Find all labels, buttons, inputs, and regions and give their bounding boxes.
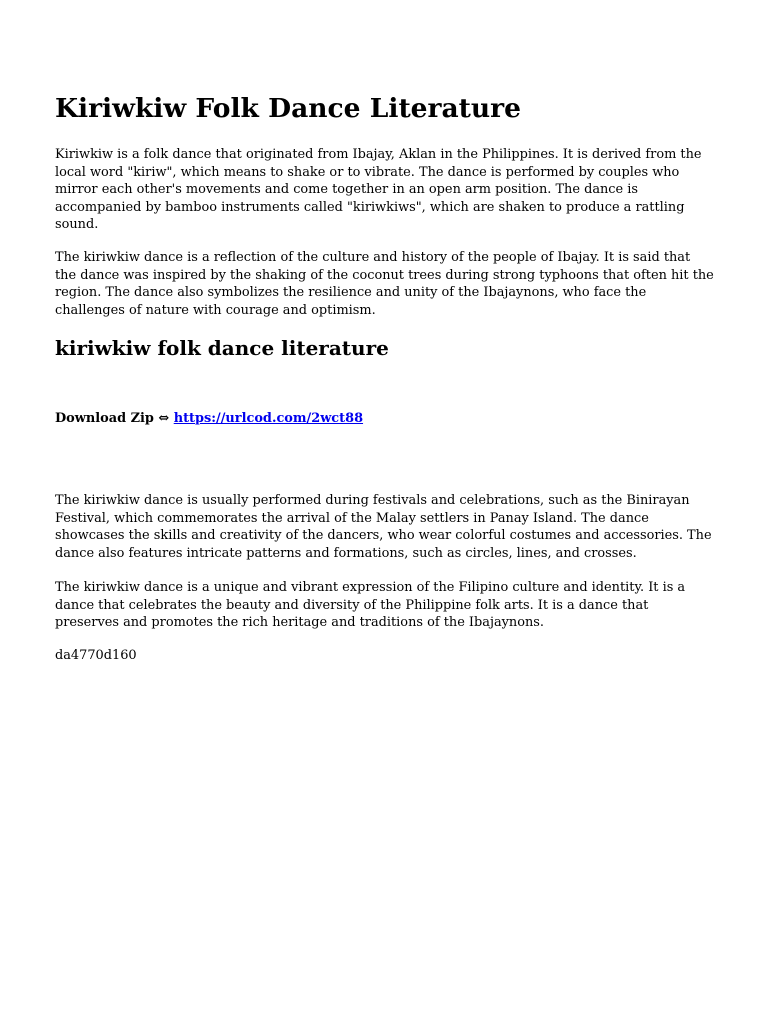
download-line xyxy=(55,410,363,428)
footer-code: da4770d160 xyxy=(55,648,137,663)
paragraph-text: The kiriwkiw dance is usually performed during festivals and celebrations, such as the Binirayan Festival, which commemorates the arrival of the Malay settlers in Panay Island. The dance showcases the skills and creativity of the dancers, who wear colorful costumes and accessories. The dance also features intricate patterns and formations, such as circles, lines, and crosses. xyxy=(55,493,712,561)
paragraph-culture xyxy=(55,579,715,632)
page-title: Kiriwkiw Folk Dance Literature xyxy=(55,93,522,124)
download-link[interactable]: https://urlcod.com/2wct88 xyxy=(173,411,364,426)
paragraph-text: The kiriwkiw dance is a reflection of the culture and history of the people of Ibajay. It is said that the dance was inspired by the shaking of the coconut trees during strong typhoons that often hit the region. The dance also symbolizes the resilience and unity of the Ibajaynons, who face the challenges of nature with courage and optimism. xyxy=(55,250,714,318)
section-heading: kiriwkiw folk dance literature xyxy=(55,336,389,360)
paragraph-text: Kiriwkiw is a folk dance that originated from Ibajay, Aklan in the Philippines. It is derived from the local word "kiriw", which means to shake or to vibrate. The dance is performed by couples who mirror each other's movements and come together in an open arm position. The dance is accompanied by bamboo instruments called "kiriwkiws", which are shaken to produce a rattling sound. xyxy=(55,147,702,233)
paragraph-intro xyxy=(55,146,715,234)
download-label: Download Zip ⇔ xyxy=(55,411,174,426)
paragraph-festivals xyxy=(55,492,715,562)
paragraph-history xyxy=(55,249,715,319)
paragraph-text: The kiriwkiw dance is a unique and vibrant expression of the Filipino culture and identity. It is a dance that celebrates the beauty and diversity of the Philippine folk arts. It is a dance that preserves and promotes the rich heritage and traditions of the Ibajaynons. xyxy=(55,580,686,631)
